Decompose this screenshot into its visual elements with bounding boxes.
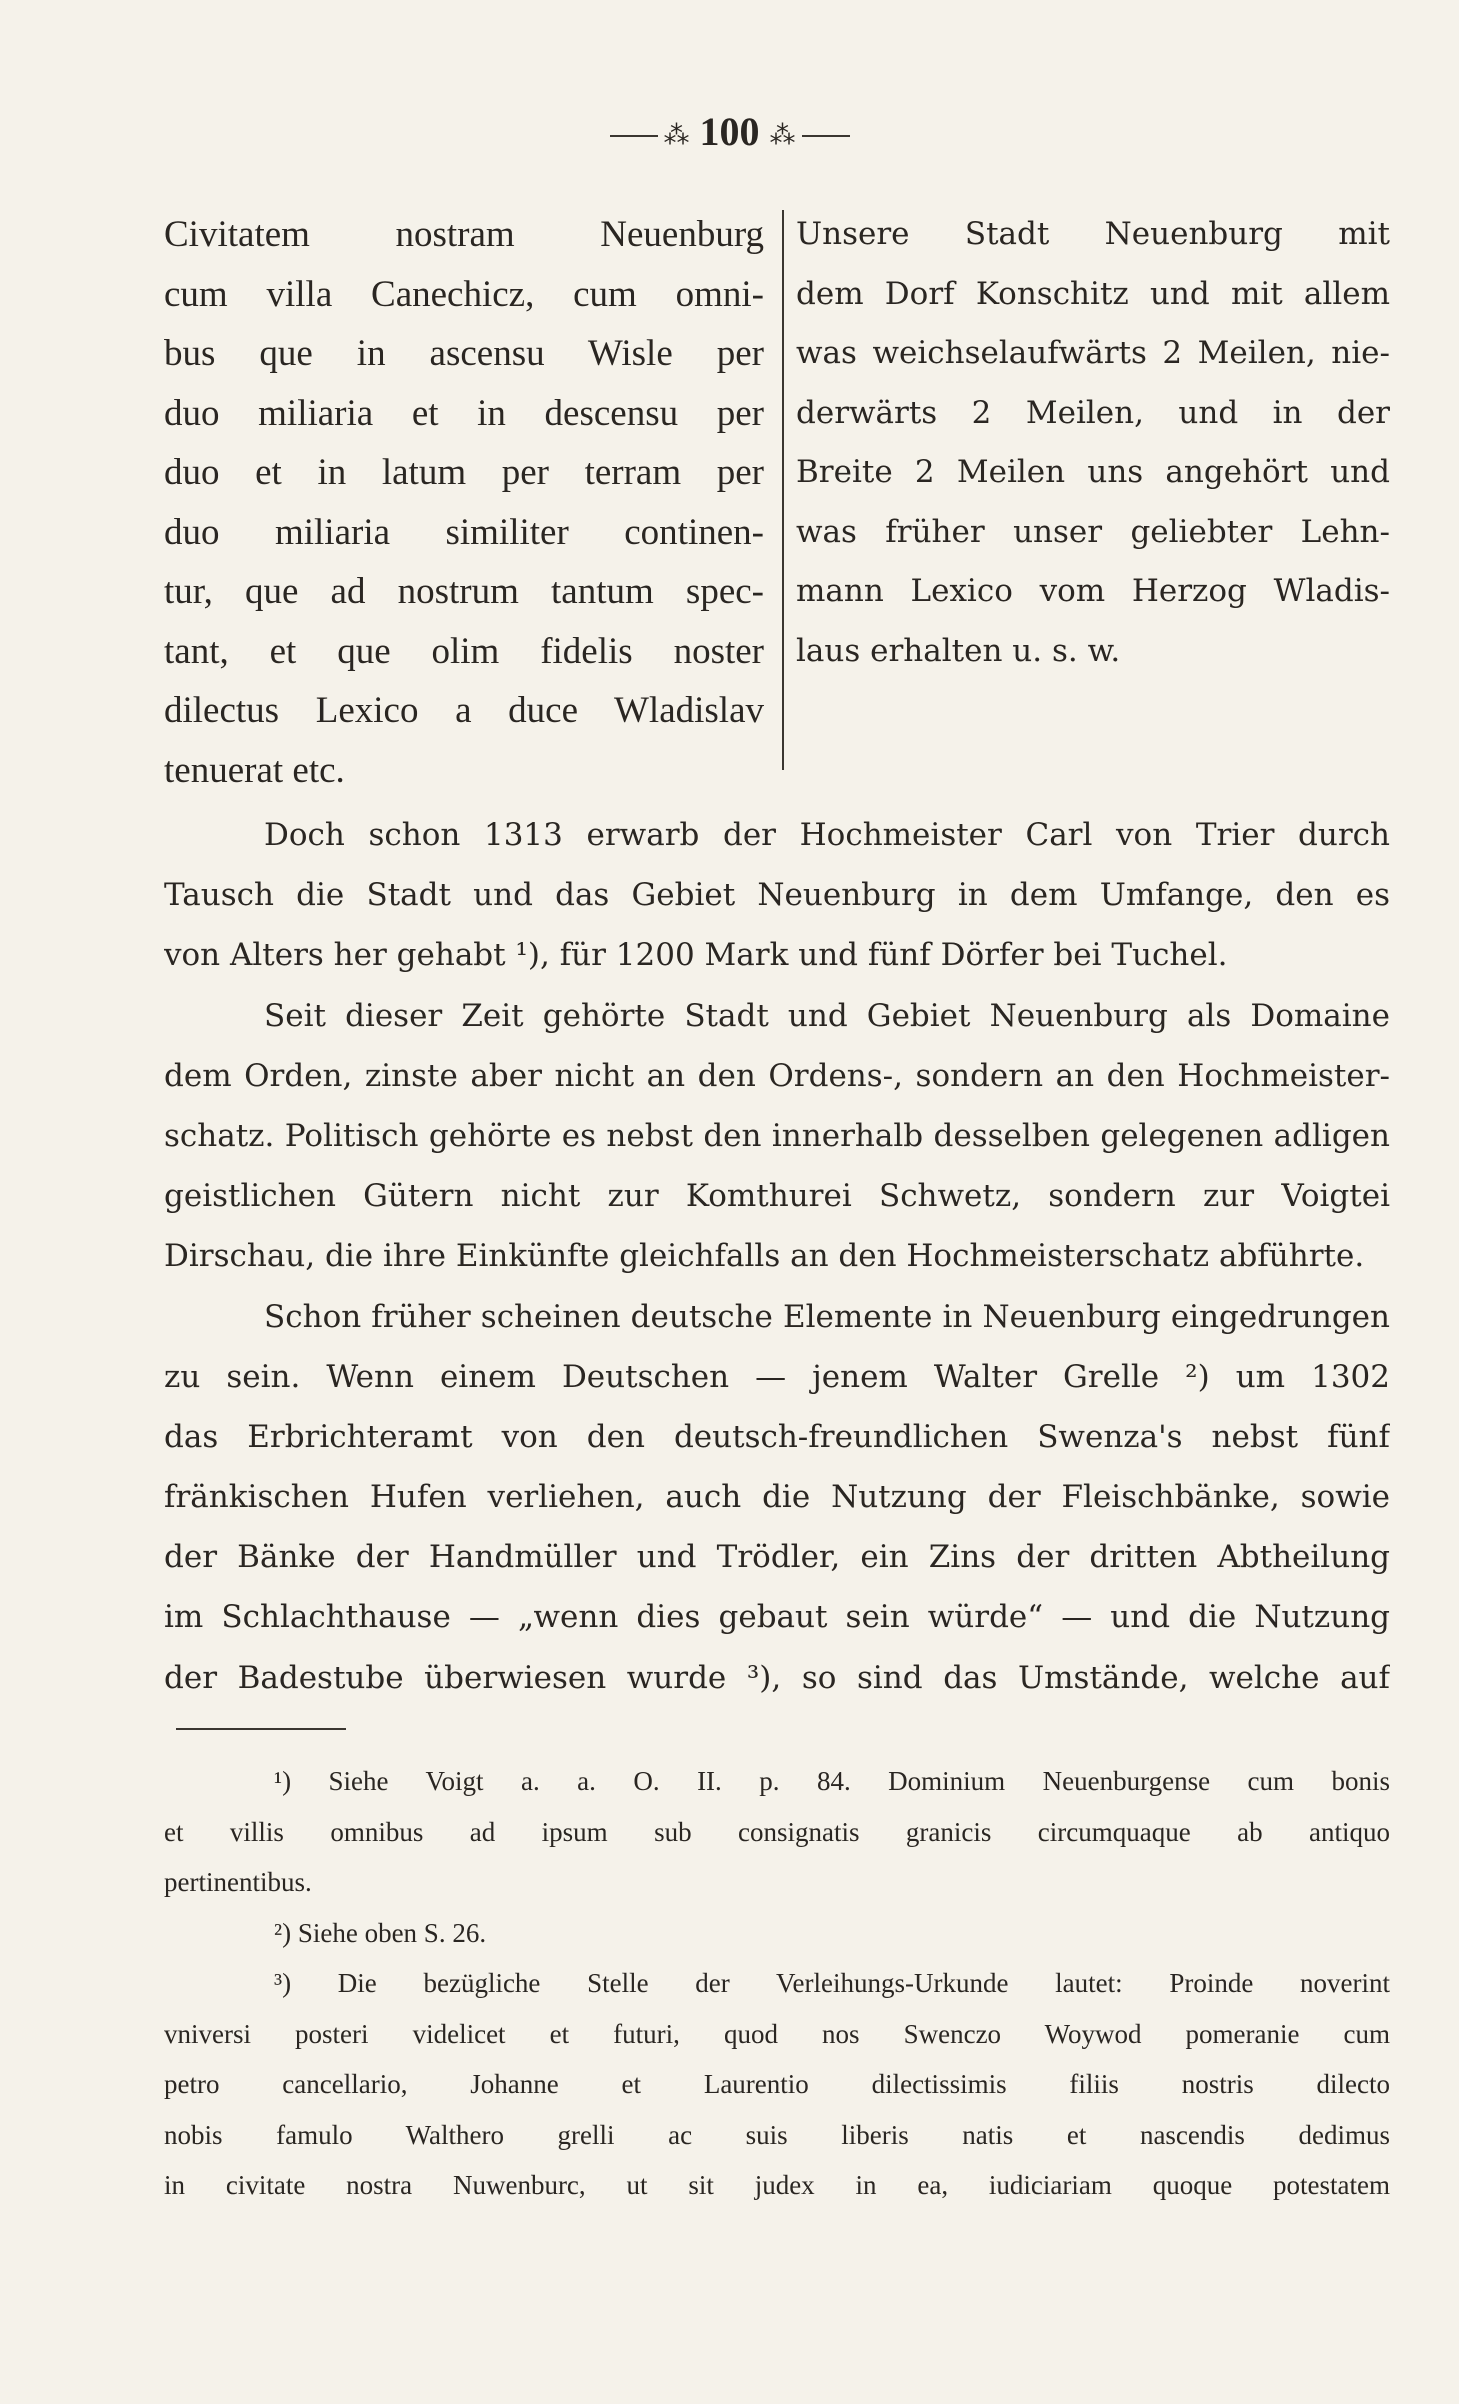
latin-line: tant, et que olim fidelis noster	[164, 630, 764, 672]
ornament-right-icon: ⁂	[769, 120, 796, 150]
ornament-left-icon: ⁂	[663, 120, 690, 150]
latin-line: duo miliaria et in descensu per	[164, 392, 764, 434]
body-line: der Bänke der Handmüller und Trödler, ein Zins der dritten Abtheilung	[164, 1539, 1390, 1576]
page-number: 100	[699, 109, 760, 154]
latin-column	[164, 205, 764, 800]
column-divider	[782, 210, 784, 770]
latin-line: Civitatem nostram Neuenburg	[164, 214, 764, 255]
header-rule-right	[802, 135, 850, 137]
german-line: was weichselaufwärts 2 Meilen, nie-	[796, 335, 1390, 371]
german-line: was früher unser geliebter Lehn-	[796, 513, 1390, 550]
footnote-line: ²) Siehe oben S. 26.	[274, 1917, 487, 1948]
body-line: im Schlachthause — „wenn dies gebaut sein würde“ — und die Nutzung	[164, 1599, 1390, 1636]
latin-line: duo et in latum per terram per	[164, 452, 764, 493]
body-line: Doch schon 1313 erwarb der Hochmeister Carl von Trier durch	[264, 817, 1390, 853]
footnotes	[164, 1756, 1390, 2211]
body-line: das Erbrichteramt von den deutsch-freundlichen Swenza's nebst fünf	[164, 1418, 1390, 1455]
german-column	[796, 205, 1390, 681]
footnote-line: nobis famulo Walthero grelli ac suis liberis natis et nascendis dedimus	[164, 2119, 1390, 2150]
german-line: laus erhalten u. s. w.	[796, 632, 1121, 669]
german-line: dem Dorf Konschitz und mit allem	[796, 275, 1390, 312]
german-line: mann Lexico vom Herzog Wladis-	[796, 573, 1390, 609]
latin-line: dilectus Lexico a duce Wladislav	[164, 690, 764, 731]
latin-line: duo miliaria similiter continen-	[164, 511, 764, 553]
body-line: der Badestube überwiesen wurde ³), so sind das Umstände, welche auf	[164, 1659, 1390, 1696]
body-line: fränkischen Hufen verliehen, auch die Nutzung der Fleischbänke, sowie	[164, 1479, 1390, 1516]
footnote-line: vniversi posteri videlicet et futuri, quod nos Swenczo Woywod pomeranie cum	[164, 2018, 1390, 2049]
latin-line: bus que in ascensu Wisle per	[164, 333, 764, 374]
footnote-rule	[176, 1728, 346, 1730]
latin-line: tur, que ad nostrum tantum spec-	[164, 571, 764, 612]
footnote-line: petro cancellario, Johanne et Laurentio dilectissimis filiis nostris dilecto	[164, 2069, 1390, 2099]
footnote-line: et villis omnibus ad ipsum sub consignatis granicis circumquaque ab antiquo	[164, 1816, 1390, 1847]
body-line: von Alters her gehabt ¹), für 1200 Mark und fünf Dörfer bei Tuchel.	[164, 937, 1228, 974]
body-line: schatz. Politisch gehörte es nebst den innerhalb desselben gelegenen adligen	[164, 1117, 1390, 1154]
page-header	[0, 108, 1459, 155]
footnote-line: ³) Die bezügliche Stelle der Verleihungs-Urkunde lautet: Proinde noverint	[274, 1968, 1390, 1998]
body-line: zu sein. Wenn einem Deutschen — jenem Walter Grelle ²) um 1302	[164, 1358, 1390, 1395]
header-rule-left	[610, 135, 658, 137]
body-line: geistlichen Gütern nicht zur Komthurei Schwetz, sondern zur Voigtei	[164, 1178, 1390, 1215]
body-line: Seit dieser Zeit gehörte Stadt und Gebiet Neuenburg als Domaine	[264, 997, 1390, 1034]
german-line: Breite 2 Meilen uns angehört und	[796, 454, 1390, 490]
footnote-line: in civitate nostra Nuwenburc, ut sit judex in ea, iudiciariam quoque potestatem	[164, 2170, 1390, 2200]
body-line: Tausch die Stadt und das Gebiet Neuenburg in dem Umfange, den es	[164, 877, 1390, 914]
footnote-line: ¹) Siehe Voigt a. a. O. II. p. 84. Dominium Neuenburgense cum bonis	[274, 1766, 1390, 1796]
body-text	[164, 805, 1390, 1708]
latin-line: cum villa Canechicz, cum omni-	[164, 273, 764, 315]
german-line: Unsere Stadt Neuenburg mit	[796, 216, 1390, 252]
footnote-line: pertinentibus.	[164, 1867, 312, 1897]
body-line: Dirschau, die ihre Einkünfte gleichfalls an den Hochmeisterschatz abführte.	[164, 1238, 1365, 1275]
latin-line: tenuerat etc.	[164, 749, 345, 791]
body-line: dem Orden, zinste aber nicht an den Ordens-, sondern an den Hochmeister-	[164, 1057, 1390, 1094]
german-line: derwärts 2 Meilen, und in der	[796, 394, 1390, 431]
body-line: Schon früher scheinen deutsche Elemente in Neuenburg eingedrungen	[264, 1298, 1390, 1335]
